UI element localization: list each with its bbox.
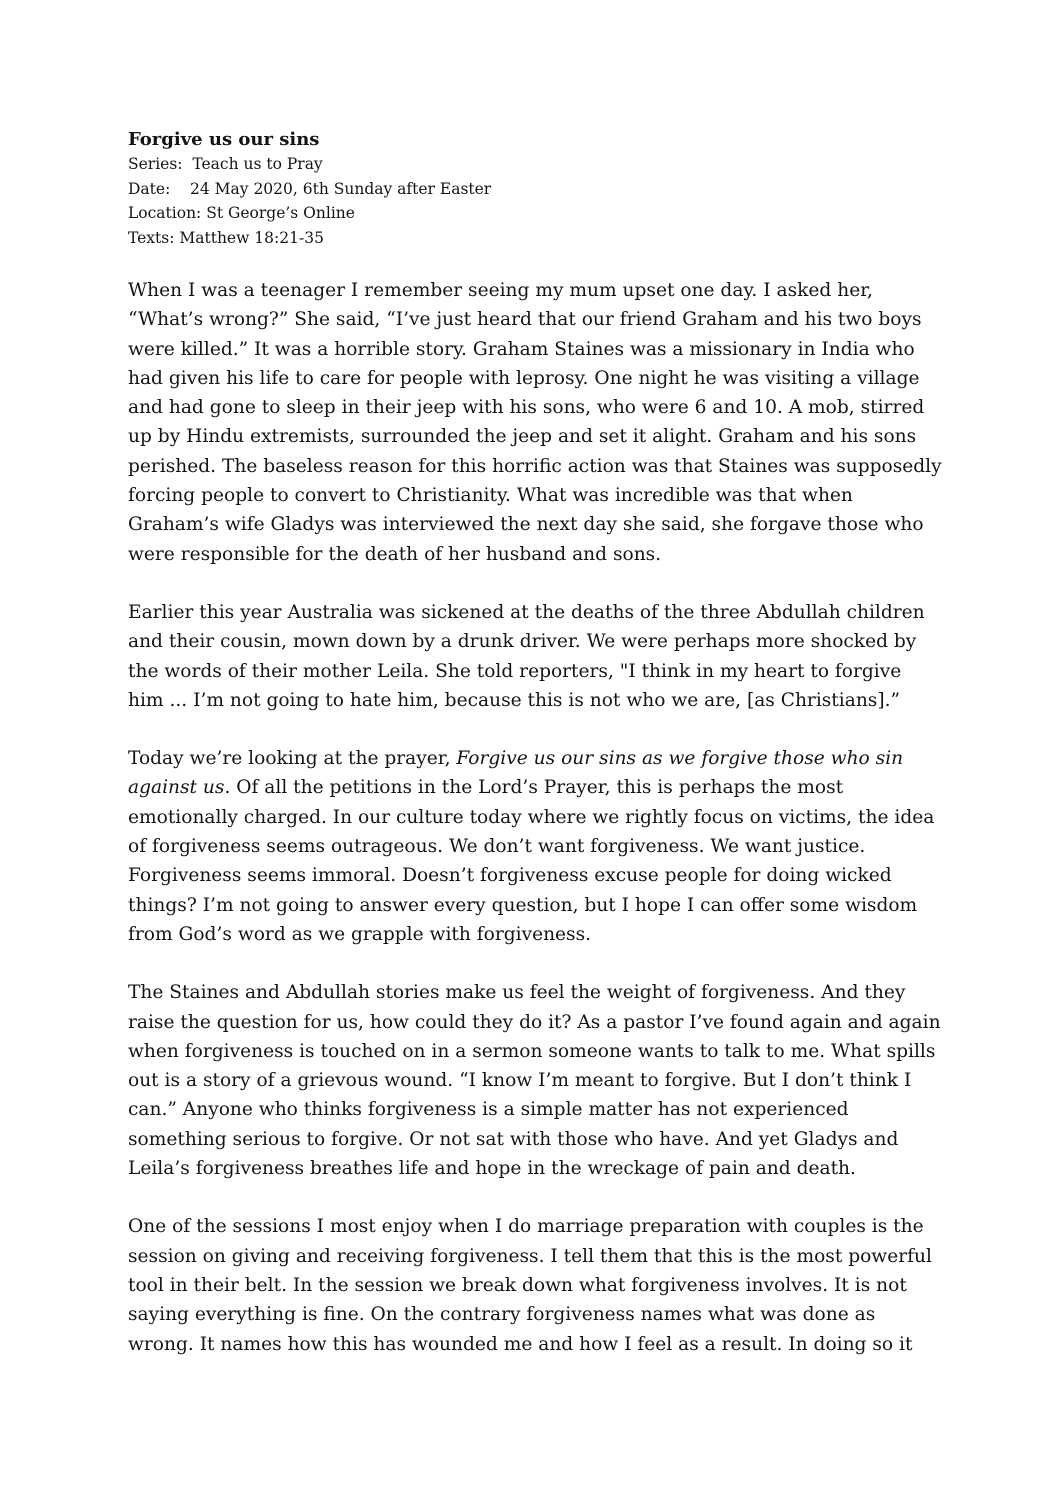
text-line xyxy=(128,773,938,802)
paragraph-3 xyxy=(128,744,938,949)
text-line: up by Hindu extremists, surrounded the jeep and set it alight. Graham and his sons xyxy=(128,426,917,448)
prayer-quote: against us xyxy=(128,777,225,799)
text-line: Graham’s wife Gladys was interviewed the next day she said, she forgave those who xyxy=(128,514,924,536)
text-line: The Staines and Abdullah stories make us feel the weight of forgiveness. And they xyxy=(128,982,906,1004)
text-line: “What’s wrong?” She said, “I’ve just heard that our friend Graham and his two boys xyxy=(128,309,922,331)
text-segment: Today we’re looking at the prayer, xyxy=(128,748,457,770)
text-line: were responsible for the death of her husband and sons. xyxy=(128,543,662,565)
text-line: out is a story of a grievous wound. “I know I’m meant to forgive. But I don’t think I xyxy=(128,1070,912,1092)
location-line: Location: St George’s Online xyxy=(128,204,355,222)
texts-line: Texts: Matthew 18:21-35 xyxy=(128,228,324,247)
text-line: can.” Anyone who thinks forgiveness is a simple matter has not experienced xyxy=(128,1099,849,1121)
text-line: session on giving and receiving forgiveness. I tell them that this is the most powerful xyxy=(128,1245,932,1267)
text-line: tool in their belt. In the session we break down what forgiveness involves. It is not xyxy=(128,1274,907,1296)
text-line: things? I’m not going to answer every question, but I hope I can offer some wisdom xyxy=(128,894,918,916)
prayer-quote: Forgive us our sins as we forgive those who sin xyxy=(456,748,904,770)
text-line: forcing people to convert to Christianity. What was incredible was that when xyxy=(128,485,853,507)
text-line: him ... I’m not going to hate him, because this is not who we are, [as Christians].” xyxy=(128,689,901,711)
document-header xyxy=(128,128,938,250)
sermon-body xyxy=(128,276,942,1359)
text-line xyxy=(128,744,938,773)
paragraph-4 xyxy=(128,978,941,1183)
text-line: wrong. It names how this has wounded me and how I feel as a result. In doing so it xyxy=(128,1333,913,1355)
text-line: emotionally charged. In our culture today where we rightly focus on victims, the idea xyxy=(128,806,935,828)
text-line: Leila’s forgiveness breathes life and hope in the wreckage of pain and death. xyxy=(128,1158,856,1180)
text-line: When I was a teenager I remember seeing my mum upset one day. I asked her, xyxy=(128,280,873,301)
text-segment: . Of all the petitions in the Lord’s Prayer, this is perhaps the most xyxy=(224,777,844,799)
text-line: of forgiveness seems outrageous. We don’t want forgiveness. We want justice. xyxy=(128,836,866,858)
text-line: perished. The baseless reason for this horrific action was that Staines was supposedly xyxy=(128,455,942,477)
text-line: One of the sessions I most enjoy when I do marriage preparation with couples is the xyxy=(128,1216,924,1238)
text-line: something serious to forgive. Or not sat with those who have. And yet Gladys and xyxy=(128,1128,899,1150)
sermon-title: Forgive us our sins xyxy=(128,129,320,150)
text-line: when forgiveness is touched on in a sermon someone wants to talk to me. What spills xyxy=(128,1040,936,1062)
text-line: Earlier this year Australia was sickened at the deaths of the three Abdullah children xyxy=(128,601,925,623)
text-line: and had gone to sleep in their jeep with his sons, who were 6 and 10. A mob, stirred xyxy=(128,397,925,419)
text-line: and their cousin, mown down by a drunk driver. We were perhaps more shocked by xyxy=(128,631,917,653)
text-line: the words of their mother Leila. She told reporters, "I think in my heart to forgive xyxy=(128,660,902,682)
document-page xyxy=(128,128,942,1388)
paragraph-1 xyxy=(128,276,942,569)
text-line: were killed.” It was a horrible story. Graham Staines was a missionary in India who xyxy=(128,338,915,360)
paragraph-5 xyxy=(128,1212,938,1358)
date-line: Date: 24 May 2020, 6th Sunday after Easter xyxy=(128,179,492,198)
paragraph-2 xyxy=(128,598,938,715)
text-line: saying everything is fine. On the contrary forgiveness names what was done as xyxy=(128,1304,876,1326)
text-line: had given his life to care for people with leprosy. One night he was visiting a village xyxy=(128,367,920,389)
text-line: from God’s word as we grapple with forgiveness. xyxy=(128,923,592,945)
text-line: raise the question for us, how could they do it? As a pastor I’ve found again and again xyxy=(128,1011,941,1033)
text-line: Forgiveness seems immoral. Doesn’t forgiveness excuse people for doing wicked xyxy=(128,865,892,887)
series-line: Series: Teach us to Pray xyxy=(128,155,323,173)
